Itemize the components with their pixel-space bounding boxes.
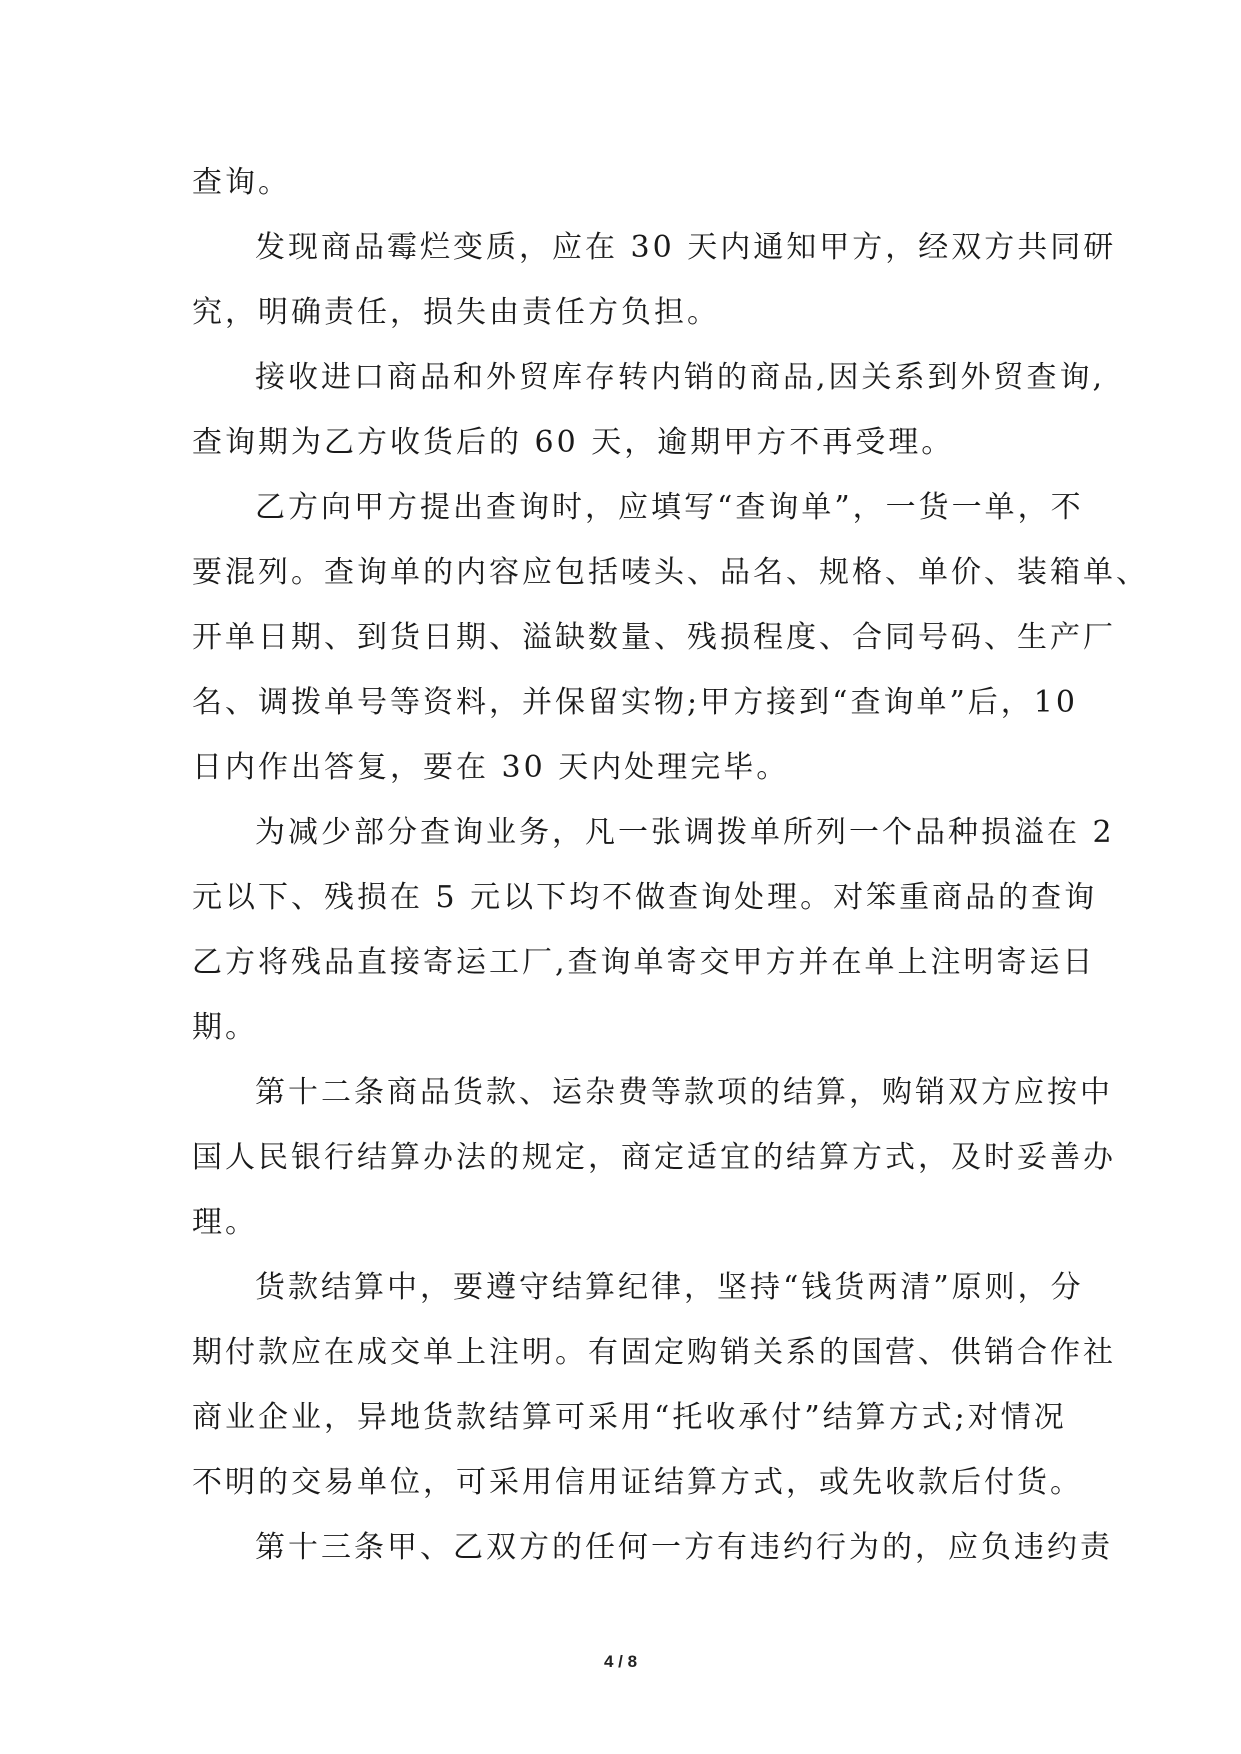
text-line: 期付款应在成交单上注明。有固定购销关系的国营、供销合作社: [192, 1335, 1116, 1370]
text-line: 不明的交易单位，可采用信用证结算方式，或先收款后付货。: [192, 1465, 1083, 1500]
text-line: 开单日期、到货日期、溢缺数量、残损程度、合同号码、生产厂: [192, 620, 1116, 655]
text-line: 乙方将残品直接寄运工厂,查询单寄交甲方并在单上注明寄运日: [192, 945, 1096, 980]
text-line: 理。: [192, 1205, 258, 1240]
text-line: 接收进口商品和外贸库存转内销的商品,因关系到外贸查询,: [255, 360, 1106, 395]
text-line: 为减少部分查询业务，凡一张调拨单所列一个品种损溢在 2: [255, 815, 1115, 850]
text-line: 查询期为乙方收货后的 60 天，逾期甲方不再受理。: [192, 425, 955, 460]
text-line: 商业企业，异地货款结算可采用“托收承付”结算方式;对情况: [192, 1400, 1067, 1435]
body-text: [192, 150, 1149, 1580]
page-number: 4 / 8: [603, 1652, 638, 1671]
text-line: 国人民银行结算办法的规定，商定适宜的结算方式，及时妥善办: [192, 1140, 1116, 1175]
text-line: 究，明确责任，损失由责任方负担。: [192, 295, 720, 330]
text-line: 第十二条商品货款、运杂费等款项的结算，购销双方应按中: [255, 1075, 1113, 1110]
text-line: 日内作出答复，要在 30 天内处理完毕。: [192, 750, 790, 785]
text-line: 元以下、残损在 5 元以下均不做查询处理。对笨重商品的查询: [192, 880, 1098, 915]
text-line: 货款结算中，要遵守结算纪律，坚持“钱货两清”原则，分: [255, 1270, 1084, 1305]
text-line: 发现商品霉烂变质，应在 30 天内通知甲方，经双方共同研: [255, 230, 1117, 265]
text-line: 要混列。查询单的内容应包括唛头、品名、规格、单价、装箱单、: [192, 555, 1149, 590]
text-line: 乙方向甲方提出查询时，应填写“查询单”，一货一单，不: [255, 490, 1084, 525]
text-line: 名、调拨单号等资料，并保留实物;甲方接到“查询单”后，10: [192, 685, 1078, 720]
text-line: 第十三条甲、乙双方的任何一方有违约行为的，应负违约责: [255, 1530, 1113, 1565]
text-line: 期。: [192, 1010, 258, 1045]
text-line: 查询。: [192, 165, 291, 200]
